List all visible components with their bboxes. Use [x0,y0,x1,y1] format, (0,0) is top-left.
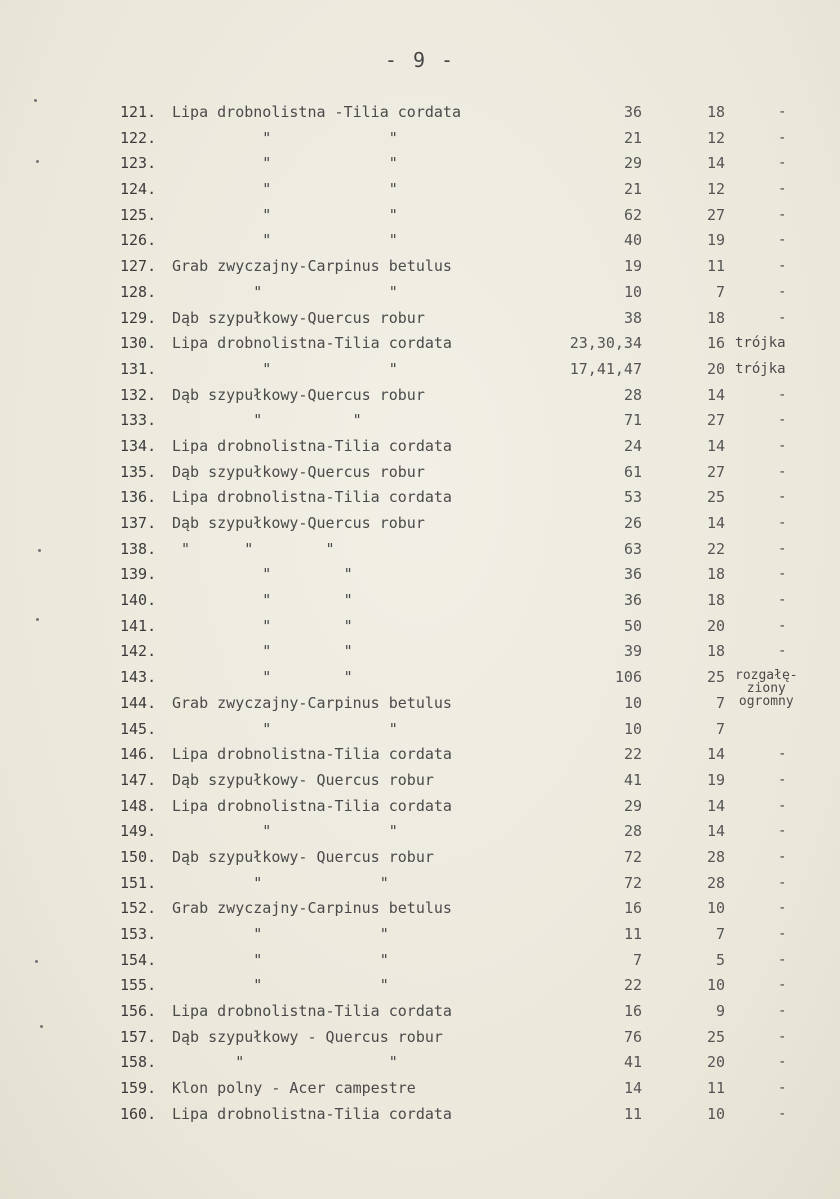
tree-species: " " [172,822,398,841]
trunk-circumference: 38 [623,308,642,327]
tree-height: 14 [706,822,725,841]
remarks: - [778,515,787,531]
tree-species: Dąb szypułkowy-Quercus robur [172,308,425,327]
tree-species: Lipa drobnolistna-Tilia cordata [172,1104,452,1123]
trunk-circumference: 40 [623,231,642,250]
table-row [0,331,840,357]
margin-speck [35,960,38,963]
tree-species: " " [172,565,353,584]
table-row [0,1050,840,1076]
remarks: - [778,386,787,403]
remarks: - [778,874,787,891]
table-row [0,691,840,717]
remarks: - [778,155,787,172]
tree-height: 18 [706,103,725,121]
row-number: 141. [120,616,157,635]
row-number: 137. [120,514,157,532]
tree-height: 7 [715,282,725,301]
trunk-circumference: 22 [623,745,642,764]
tree-height: 10 [706,976,725,995]
remarks: - [778,540,787,557]
trunk-circumference: 41 [623,1053,642,1072]
trunk-circumference: 61 [623,462,642,481]
tree-species: " " [172,668,353,687]
row-number: 134. [120,436,157,455]
remarks: - [778,181,787,198]
table-row [0,614,840,640]
tree-species: Dąb szypułkowy-Quercus robur [172,462,425,481]
remarks: - [778,643,787,660]
tree-height: 14 [706,385,725,404]
trunk-circumference: 72 [623,873,642,892]
tree-height: 20 [706,616,725,635]
table-row [0,203,840,229]
tree-height: 28 [706,847,725,866]
table-row [0,742,840,768]
tree-species: Dąb szypułkowy-Quercus robur [172,514,425,532]
tree-height: 22 [706,539,725,558]
tree-height: 25 [706,668,725,687]
tree-height: 18 [706,565,725,584]
tree-species: " " [172,205,398,224]
table-row [0,100,840,126]
remarks: rozgałę- ziony ogromny [735,668,798,710]
remarks: - [778,951,787,968]
tree-species: " " [172,411,362,430]
margin-speck [34,99,37,102]
row-number: 124. [120,180,157,199]
tree-height: 27 [706,462,725,481]
row-number: 127. [120,257,157,276]
tree-species: Dąb szypułkowy- Quercus robur [172,847,434,866]
remarks: - [778,309,787,326]
remarks: - [778,848,787,865]
tree-height: 12 [706,180,725,199]
table-row [0,562,840,588]
tree-height: 9 [715,1002,725,1021]
remarks: trójka [735,360,786,377]
row-number: 153. [120,925,157,943]
trunk-circumference: 21 [623,128,642,147]
tree-height: 14 [706,796,725,815]
tree-species: " " [172,976,389,995]
remarks: - [778,104,787,120]
table-row [0,948,840,974]
table-row [0,922,840,948]
tree-height: 10 [706,899,725,918]
row-number: 157. [120,1027,157,1046]
table-row [0,408,840,434]
tree-species: Grab zwyczajny-Carpinus betulus [172,899,452,918]
table-row [0,896,840,922]
row-number: 136. [120,488,157,507]
row-number: 130. [120,334,157,353]
remarks: - [778,489,787,506]
remarks: - [778,1028,787,1045]
tree-height: 14 [706,154,725,173]
tree-height: 12 [706,128,725,147]
row-number: 144. [120,693,157,712]
trunk-circumference: 106 [614,668,642,687]
table-row [0,717,840,743]
row-number: 158. [120,1053,157,1072]
trunk-circumference: 50 [623,616,642,635]
table-row [0,306,840,332]
remarks: - [778,823,787,840]
tree-species: Lipa drobnolistna-Tilia cordata [172,436,452,455]
table-row [0,254,840,280]
trunk-circumference: 17,41,47 [569,359,642,378]
tree-species: " " [172,1053,398,1072]
tree-species: Lipa drobnolistna -Tilia cordata [172,103,461,121]
trunk-circumference: 39 [623,642,642,661]
table-row [0,1076,840,1102]
tree-species: " " [172,925,389,943]
tree-species: " " [172,128,398,147]
margin-speck [36,160,39,163]
row-number: 152. [120,899,157,918]
tree-species: " " [172,950,389,969]
remarks: - [778,617,787,634]
remarks: - [778,797,787,814]
trunk-circumference: 28 [623,822,642,841]
remarks: - [778,746,787,763]
tree-species: Lipa drobnolistna-Tilia cordata [172,1002,452,1021]
table-row [0,126,840,152]
tree-inventory-table [0,100,840,1128]
table-row [0,999,840,1025]
table-row [0,511,840,537]
trunk-circumference: 29 [623,154,642,173]
tree-height: 14 [706,436,725,455]
tree-height: 28 [706,873,725,892]
tree-height: 14 [706,514,725,532]
tree-species: " " [172,719,398,738]
table-row [0,485,840,511]
tree-height: 11 [706,257,725,276]
tree-height: 27 [706,205,725,224]
trunk-circumference: 36 [623,591,642,610]
row-number: 143. [120,668,157,687]
tree-species: " " [172,642,353,661]
remarks: trójka [735,335,786,352]
remarks: - [778,926,787,942]
table-row [0,383,840,409]
trunk-circumference: 29 [623,796,642,815]
row-number: 129. [120,308,157,327]
tree-species: Dąb szypułkowy-Quercus robur [172,385,425,404]
remarks: - [778,232,787,249]
row-number: 131. [120,359,157,378]
row-number: 156. [120,1002,157,1021]
tree-species: Grab zwyczajny-Carpinus betulus [172,693,452,712]
tree-height: 7 [715,693,725,712]
remarks: - [778,258,787,275]
row-number: 135. [120,462,157,481]
trunk-circumference: 26 [623,514,642,532]
table-row [0,357,840,383]
remarks: - [778,1003,787,1020]
trunk-circumference: 16 [623,1002,642,1021]
trunk-circumference: 11 [623,925,642,943]
tree-height: 7 [715,719,725,738]
tree-species: " " [172,873,389,892]
row-number: 125. [120,205,157,224]
table-row [0,228,840,254]
row-number: 150. [120,847,157,866]
table-row [0,845,840,871]
remarks: - [778,771,787,788]
row-number: 139. [120,565,157,584]
table-row [0,768,840,794]
table-row [0,973,840,999]
remarks: - [778,1054,787,1071]
trunk-circumference: 21 [623,180,642,199]
tree-height: 19 [706,770,725,789]
row-number: 133. [120,411,157,430]
remarks: - [778,283,787,300]
tree-species: " " [172,231,398,250]
trunk-circumference: 22 [623,976,642,995]
row-number: 159. [120,1079,157,1098]
tree-species: Lipa drobnolistna-Tilia cordata [172,488,452,507]
table-row [0,588,840,614]
tree-height: 27 [706,411,725,430]
row-number: 147. [120,770,157,789]
tree-height: 18 [706,642,725,661]
trunk-circumference: 14 [623,1079,642,1098]
trunk-circumference: 10 [623,282,642,301]
tree-species: " " " [172,539,335,558]
trunk-circumference: 19 [623,257,642,276]
trunk-circumference: 10 [623,719,642,738]
tree-species: Grab zwyczajny-Carpinus betulus [172,257,452,276]
remarks: - [778,1105,787,1122]
table-row [0,871,840,897]
trunk-circumference: 71 [623,411,642,430]
row-number: 154. [120,950,157,969]
trunk-circumference: 7 [632,950,642,969]
tree-species: " " [172,154,398,173]
tree-height: 20 [706,359,725,378]
table-row [0,1102,840,1128]
tree-species: " " [172,616,353,635]
remarks: - [778,566,787,583]
trunk-circumference: 76 [623,1027,642,1046]
row-number: 145. [120,719,157,738]
tree-species: " " [172,180,398,199]
row-number: 132. [120,385,157,404]
tree-species: Klon polny - Acer campestre [172,1079,416,1098]
row-number: 123. [120,154,157,173]
row-number: 140. [120,591,157,610]
table-row [0,434,840,460]
tree-species: " " [172,591,353,610]
tree-species: Lipa drobnolistna-Tilia cordata [172,796,452,815]
row-number: 148. [120,796,157,815]
table-row [0,151,840,177]
trunk-circumference: 11 [623,1104,642,1123]
row-number: 128. [120,282,157,301]
table-row [0,280,840,306]
tree-height: 25 [706,488,725,507]
tree-height: 19 [706,231,725,250]
tree-height: 11 [706,1079,725,1098]
remarks: - [778,900,787,917]
tree-species: Lipa drobnolistna-Tilia cordata [172,334,452,353]
table-row [0,177,840,203]
trunk-circumference: 10 [623,693,642,712]
table-row [0,1025,840,1051]
trunk-circumference: 62 [623,205,642,224]
tree-height: 7 [715,925,725,943]
row-number: 121. [120,103,157,121]
page-number: - 9 - [384,48,456,72]
trunk-circumference: 36 [623,103,642,121]
trunk-circumference: 24 [623,436,642,455]
tree-species: Dąb szypułkowy - Quercus robur [172,1027,443,1046]
row-number: 149. [120,822,157,841]
remarks: - [778,437,787,454]
tree-height: 14 [706,745,725,764]
trunk-circumference: 36 [623,565,642,584]
table-row [0,639,840,665]
remarks: - [778,412,787,429]
row-number: 146. [120,745,157,764]
remarks: - [778,592,787,609]
tree-species: " " [172,359,398,378]
tree-height: 10 [706,1104,725,1123]
trunk-circumference: 53 [623,488,642,507]
remarks: - [778,129,787,146]
tree-height: 20 [706,1053,725,1072]
tree-height: 16 [706,334,725,353]
row-number: 155. [120,976,157,995]
row-number: 126. [120,231,157,250]
table-row [0,460,840,486]
table-row [0,819,840,845]
row-number: 122. [120,128,157,147]
remarks: - [778,463,787,480]
tree-height: 18 [706,591,725,610]
tree-height: 25 [706,1027,725,1046]
tree-species: " " [172,282,398,301]
tree-species: Dąb szypułkowy- Quercus robur [172,770,434,789]
trunk-circumference: 63 [623,539,642,558]
margin-speck [38,549,41,552]
row-number: 142. [120,642,157,661]
tree-height: 5 [715,950,725,969]
remarks: - [778,206,787,223]
row-number: 138. [120,539,157,558]
tree-height: 18 [706,308,725,327]
trunk-circumference: 28 [623,385,642,404]
remarks: - [778,977,787,994]
row-number: 160. [120,1104,157,1123]
remarks: - [778,1080,787,1097]
table-row [0,537,840,563]
table-row [0,794,840,820]
margin-speck [36,618,39,621]
trunk-circumference: 72 [623,847,642,866]
trunk-circumference: 16 [623,899,642,918]
margin-speck [40,1025,43,1028]
trunk-circumference: 41 [623,770,642,789]
trunk-circumference: 23,30,34 [569,334,642,353]
tree-species: Lipa drobnolistna-Tilia cordata [172,745,452,764]
row-number: 151. [120,873,157,892]
